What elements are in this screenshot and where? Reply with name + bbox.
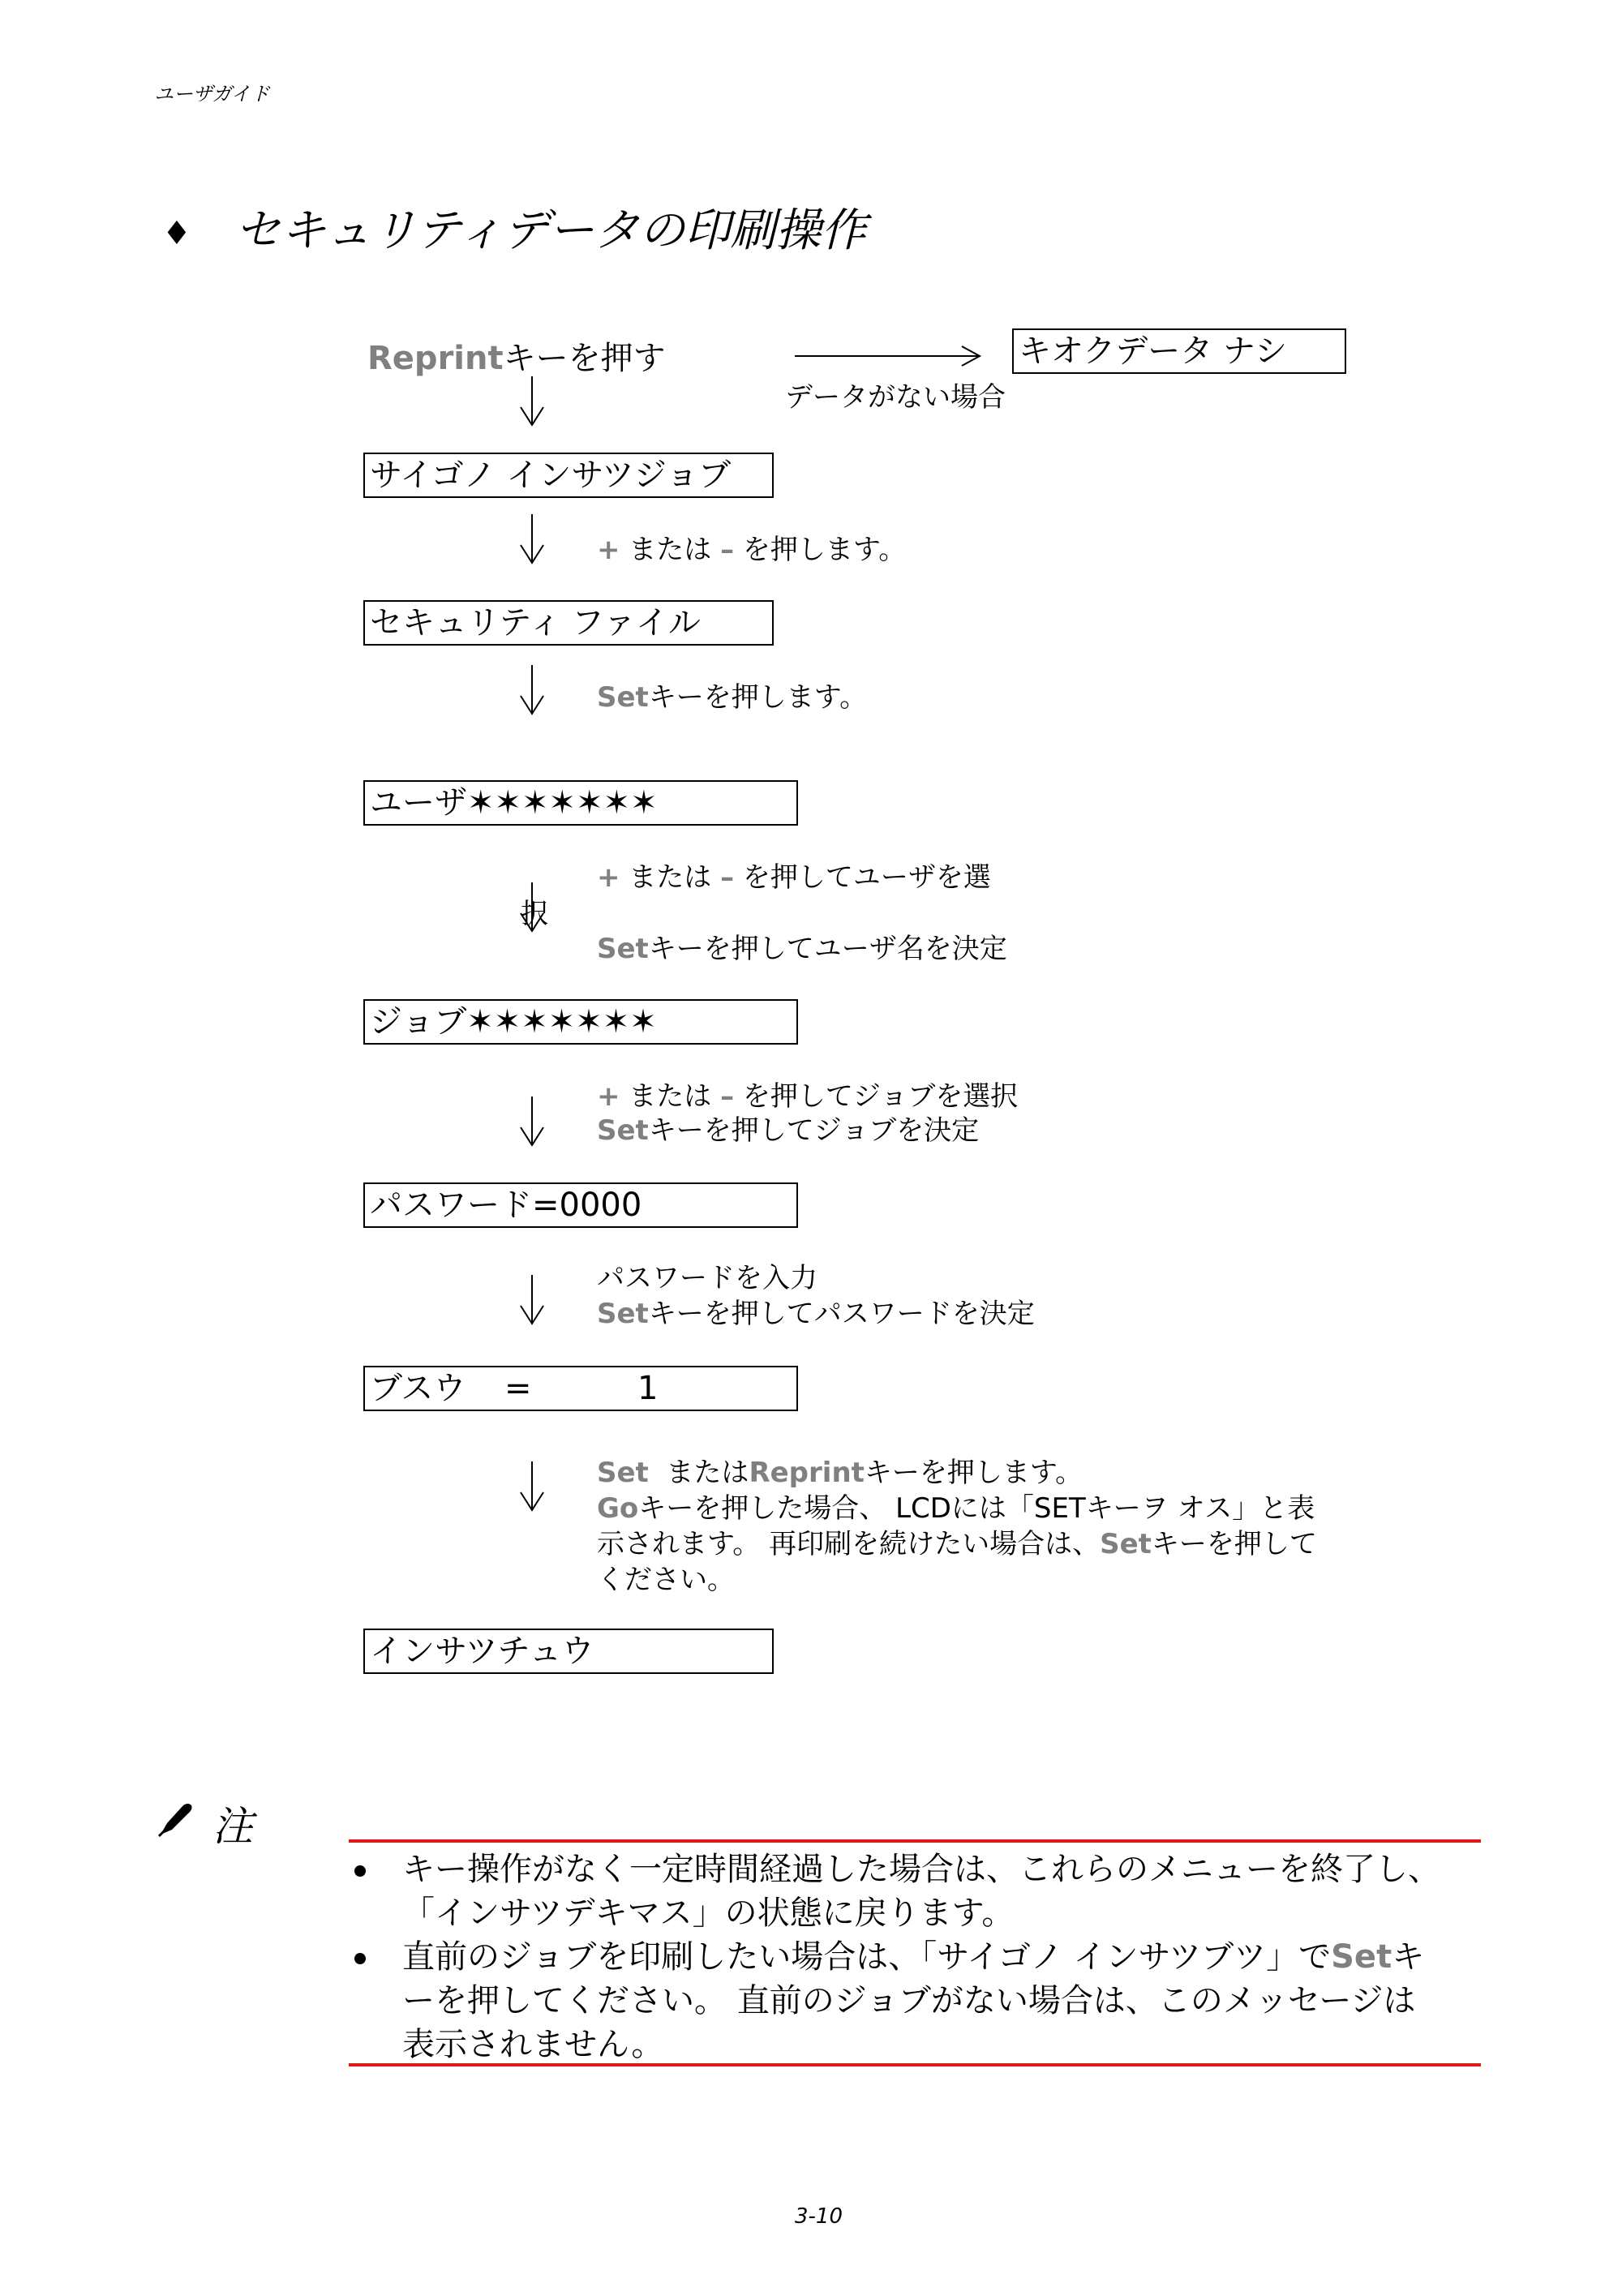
minus-key-label: – (720, 534, 735, 566)
step-select-user (597, 860, 991, 895)
set-key-label: Set (597, 933, 649, 965)
lcd-job: ジョブ✶✶✶✶✶✶✶ (363, 999, 798, 1045)
right-arrow-icon (795, 345, 983, 367)
step-text: または (620, 1080, 721, 1113)
note-item-2-line-3: 表示されません。 (402, 2026, 664, 2063)
down-arrow-icon (517, 375, 547, 427)
start-instruction (367, 333, 666, 379)
diamond-bullet-icon: ♦ (162, 214, 191, 252)
step-press-set (597, 680, 867, 715)
set-key-label: Set (597, 1114, 649, 1147)
minus-key-label: – (720, 1080, 735, 1113)
lcd-last-job: サイゴノ インサツジョブ (363, 453, 774, 498)
step-confirm-job (597, 1113, 979, 1148)
step-text: キーを押してユーザ名を決定 (648, 933, 1007, 965)
step-continue-note (597, 1526, 1317, 1562)
lcd-security-file: セキュリティ ファイル (363, 600, 774, 646)
wrapped-char: 択 (521, 898, 548, 930)
step-select-plus-minus (597, 532, 906, 568)
step-confirm-password (597, 1296, 1035, 1332)
bullet-icon (354, 1865, 366, 1877)
step-text: キーを押します。 (864, 1457, 1083, 1489)
note-text: キ (1392, 1938, 1425, 1976)
note-text: 直前のジョブを印刷したい場合は、「サイゴノ インサツブツ」で (402, 1938, 1332, 1976)
step-text: を押します。 (734, 534, 907, 566)
step-text: キーを押してジョブを決定 (648, 1114, 980, 1147)
copies-value: 1 (637, 1370, 659, 1407)
step-continue-tail: ください。 (597, 1564, 735, 1596)
step-text: を押してユーザを選 (734, 861, 991, 894)
no-data-label: データがない場合 (785, 381, 1006, 414)
set-key-label: Set (1331, 1938, 1392, 1976)
plus-key-label: + (597, 861, 620, 894)
step-confirm-user (597, 931, 1007, 967)
step-select-job (597, 1079, 1018, 1114)
step-print (597, 1455, 1083, 1491)
lcd-user: ユーザ✶✶✶✶✶✶✶ (363, 780, 798, 826)
step-text: キーを押します。 (648, 681, 868, 714)
lcd-password: パスワード=0000 (363, 1182, 798, 1228)
plus-key-label: + (597, 1080, 620, 1113)
step-text: キーを押してパスワードを決定 (648, 1298, 1035, 1330)
note-top-rule (349, 1839, 1481, 1843)
section-title: セキュリティデータの印刷操作 (235, 204, 867, 257)
down-arrow-icon (517, 663, 547, 715)
plus-key-label: + (597, 534, 620, 566)
step-text: キーを押して (1151, 1528, 1317, 1560)
note-item-2-line-2: ーを押してください。 直前のジョブがない場合は、このメッセージは (402, 1982, 1416, 2019)
step-text: または (620, 534, 721, 566)
down-arrow-icon (517, 1095, 547, 1147)
lcd-no-data: キオクデータ ナシ (1012, 328, 1346, 374)
copies-equals: = (504, 1370, 532, 1407)
set-key-label: Set (597, 1298, 649, 1330)
set-key-label: Set (597, 681, 649, 714)
start-text: キーを押す (503, 340, 666, 377)
down-arrow-icon (517, 1460, 547, 1512)
minus-key-label: – (720, 861, 735, 894)
step-text: または (648, 1457, 749, 1489)
reprint-key-label: Reprint (749, 1457, 865, 1489)
go-key-label: Go (597, 1492, 639, 1525)
down-arrow-icon (517, 1273, 547, 1325)
step-text: キーを押した場合、 LCDには「SETキーヲ オス」と表 (638, 1492, 1315, 1525)
step-enter-password: パスワードを入力 (597, 1262, 817, 1294)
set-key-label: Set (597, 1457, 649, 1489)
note-item-1-line-1: キー操作がなく一定時間経過した場合は、これらのメニューを終了し、 (402, 1851, 1440, 1888)
running-header: ユーザガイド (154, 83, 270, 105)
set-key-label: Set (1100, 1528, 1152, 1560)
bullet-icon (354, 1953, 366, 1964)
lcd-printing: インサツチュウ (363, 1629, 774, 1674)
note-item-1-line-2: 「インサツデキマス」の状態に戻ります。 (402, 1895, 1015, 1932)
step-text: 示されます。 再印刷を続けたい場合は、 (597, 1528, 1101, 1560)
section-heading (162, 195, 866, 260)
note-item-2-line-1 (402, 1935, 1424, 1979)
step-text: または (620, 861, 721, 894)
step-text: を押してジョブを選択 (734, 1080, 1019, 1113)
lcd-copies (363, 1366, 798, 1411)
copies-label: ブスウ (370, 1370, 466, 1407)
reprint-key-label: Reprint (367, 340, 504, 377)
note-bottom-rule (349, 2063, 1481, 2066)
page-number: 3-10 (795, 2204, 843, 2229)
down-arrow-icon (517, 513, 547, 564)
pencil-icon (156, 1799, 196, 1839)
note-title: 注 (212, 1803, 253, 1850)
step-go-note (597, 1491, 1315, 1526)
